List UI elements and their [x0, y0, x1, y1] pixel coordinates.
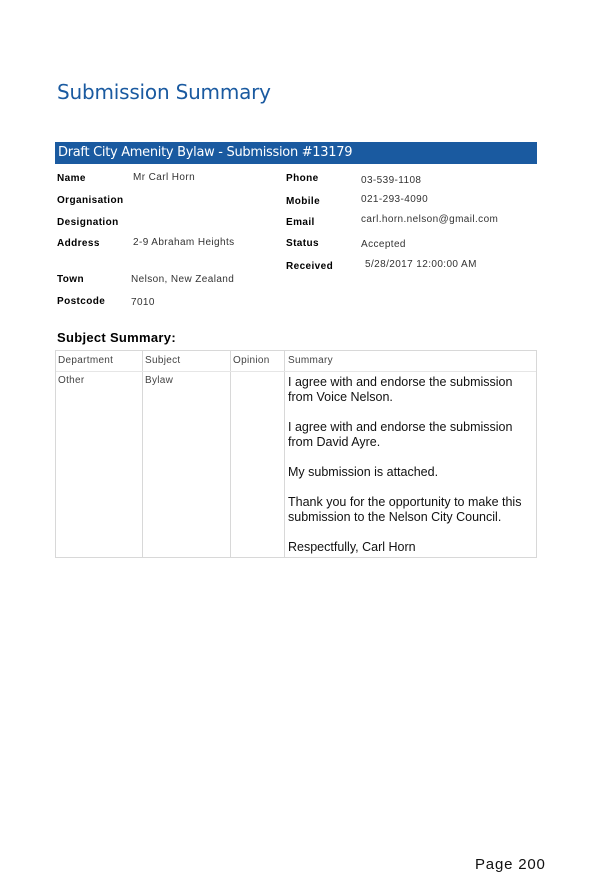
status-label: Status: [286, 238, 319, 249]
column-header-opinion: Opinion: [233, 355, 270, 366]
address-label: Address: [57, 238, 100, 249]
cell-subject: Bylaw: [145, 375, 174, 386]
organisation-label: Organisation: [57, 195, 124, 206]
received-label: Received: [286, 261, 334, 272]
address-value: 2-9 Abraham Heights: [133, 237, 235, 248]
submission-banner: Draft City Amenity Bylaw - Submission #13179: [55, 142, 537, 164]
name-label: Name: [57, 173, 86, 184]
phone-value: 03-539-1108: [361, 175, 422, 186]
summary-paragraph: Respectfully, Carl Horn: [288, 540, 416, 554]
mobile-label: Mobile: [286, 196, 321, 207]
summary-paragraph: I agree with and endorse the submission from David Ayre.: [288, 420, 513, 449]
email-label: Email: [286, 217, 315, 228]
summary-paragraph: My submission is attached.: [288, 465, 439, 479]
designation-label: Designation: [57, 217, 119, 228]
cell-summary: [288, 375, 534, 570]
name-value: Mr Carl Horn: [133, 172, 196, 183]
summary-paragraph: Thank you for the opportunity to make this submission to the Nelson City Council.: [288, 495, 522, 524]
page-number: Page 200: [475, 856, 546, 873]
column-header-summary: Summary: [288, 355, 333, 366]
town-label: Town: [57, 274, 84, 285]
postcode-label: Postcode: [57, 296, 106, 307]
phone-label: Phone: [286, 173, 319, 184]
page-title: Submission Summary: [57, 80, 271, 104]
town-value: Nelson, New Zealand: [131, 274, 235, 285]
column-header-subject: Subject: [145, 355, 181, 366]
status-badge: Accepted: [361, 239, 406, 250]
cell-department: Other: [58, 375, 85, 386]
summary-paragraph: I agree with and endorse the submission from Voice Nelson.: [288, 375, 513, 404]
column-header-department: Department: [58, 355, 114, 366]
subject-summary-heading: Subject Summary:: [57, 330, 176, 345]
column-divider: [284, 351, 285, 557]
received-value: 5/28/2017 12:00:00 AM: [365, 259, 477, 270]
header-divider: [56, 371, 536, 372]
email-value: carl.horn.nelson@gmail.com: [361, 214, 499, 225]
subject-summary-table: [55, 350, 537, 558]
mobile-value: 021-293-4090: [361, 194, 429, 205]
column-divider: [230, 351, 231, 557]
column-divider: [142, 351, 143, 557]
postcode-value: 7010: [131, 297, 155, 308]
